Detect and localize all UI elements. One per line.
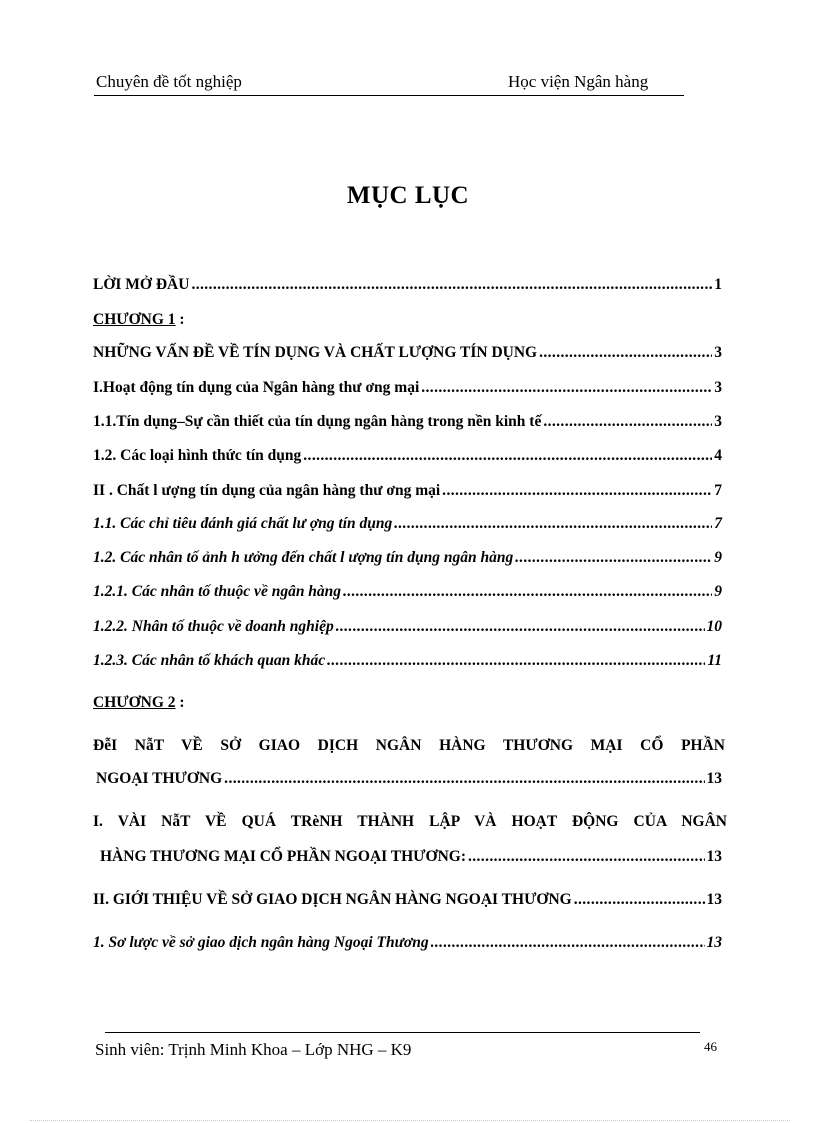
dot-leader — [442, 482, 712, 500]
toc-entry-label: 1.2.3. Các nhân tố khách quan khác — [93, 652, 326, 669]
dot-leader — [191, 276, 712, 294]
header-right: Học viện Ngân hàng — [508, 72, 649, 91]
toc-entry-loi-mo-dau[interactable] — [93, 276, 722, 294]
dot-leader — [431, 934, 705, 952]
chapter-2-heading[interactable] — [93, 694, 185, 712]
page-edge-divider — [30, 1120, 790, 1121]
dot-leader — [543, 413, 712, 431]
toc-entry-section-I[interactable] — [93, 379, 722, 397]
toc-entry-label: II . Chất l ượng tín dụng của ngân hàng thư ơng mại — [93, 482, 441, 499]
toc-entry-chapter-1-title[interactable] — [93, 344, 722, 362]
toc-entry-label: 1.1.Tín dụng–Sự cần thiết của tín dụng ngân hàng trong nền kinh tế — [93, 413, 542, 430]
toc-entry-chapter-2-title[interactable] — [96, 770, 722, 788]
toc-entry-label: NGOẠI THƯƠNG — [96, 770, 223, 787]
chapter-2-label: CHƯƠNG 2 — [93, 694, 176, 711]
toc-entry-page: 10 — [706, 618, 722, 635]
toc-entry-chapter-2-section-II[interactable] — [93, 891, 722, 909]
toc-entry-section-II[interactable] — [93, 482, 722, 500]
toc-entry-page: 7 — [714, 482, 722, 499]
chapter-2-title-line-1[interactable]: ĐễI NẫT VỀ SỞ GIAO DỊCH NGÂN HÀNG THƯƠNG MẠI CỔ PHẦN — [93, 737, 725, 754]
footer-rule — [105, 1032, 700, 1033]
dot-leader — [343, 583, 712, 601]
toc-entry-label: I.Hoạt động tín dụng của Ngân hàng thư ơng mại — [93, 379, 420, 396]
toc-entry-page: 13 — [706, 934, 722, 951]
toc-entry-label: NHỮNG VẤN ĐỀ VỀ TÍN DỤNG VÀ CHẤT LƯỢNG TÍN DỤNG — [93, 344, 538, 361]
toc-entry-page: 3 — [714, 344, 722, 361]
toc-entry-II-1-2[interactable] — [93, 549, 722, 567]
toc-entry-page: 13 — [706, 891, 722, 908]
chapter-2-colon: : — [175, 694, 185, 711]
chapter-1-label: CHƯƠNG 1 — [93, 311, 176, 328]
footer-student: Sinh viên: Trịnh Minh Khoa – Lớp NHG – K9 — [95, 1040, 412, 1059]
dot-leader — [574, 891, 705, 909]
toc-entry-1-2[interactable] — [93, 447, 722, 465]
chapter-1-heading[interactable] — [93, 311, 185, 329]
toc-entry-page: 3 — [714, 379, 722, 396]
toc-entry-page: 13 — [706, 770, 722, 787]
dot-leader — [327, 652, 705, 670]
dot-leader — [468, 848, 705, 866]
toc-entry-page: 1 — [714, 276, 722, 293]
chapter-1-colon: : — [175, 311, 185, 328]
toc-entry-label: 1.2. Các loại hình thức tín dụng — [93, 447, 302, 464]
page-title: MỤC LỤC — [346, 182, 470, 209]
toc-entry-page: 7 — [714, 515, 722, 532]
toc-entry-label: 1.2. Các nhân tố ảnh h ưởng đến chất l ượng tín dụng ngân hàng — [93, 549, 514, 566]
toc-entry-page: 11 — [707, 652, 722, 669]
toc-entry-1-2-3[interactable] — [93, 652, 722, 670]
toc-entry-label: 1.2.2. Nhân tố thuộc về doanh nghiệp — [93, 618, 334, 635]
dot-leader — [224, 770, 704, 788]
toc-entry-label: II. GIỚI THIỆU VỀ SỞ GIAO DỊCH NGÂN HÀNG NGOẠI THƯƠNG — [93, 891, 572, 908]
dot-leader — [539, 344, 712, 362]
toc-entry-chapter-2-section-I[interactable] — [100, 848, 722, 866]
toc-entry-page: 9 — [714, 549, 722, 566]
toc-entry-chapter-2-1[interactable] — [93, 934, 722, 952]
toc-entry-label: LỜI MỞ ĐẦU — [93, 276, 190, 293]
dot-leader — [336, 618, 705, 636]
toc-entry-page: 9 — [714, 583, 722, 600]
dot-leader — [421, 379, 712, 397]
dot-leader — [303, 447, 712, 465]
toc-entry-page: 13 — [706, 848, 722, 865]
toc-entry-page: 4 — [714, 447, 722, 464]
chapter-2-section-I-line-1[interactable]: I. VÀI NẫT VỀ QUÁ TRèNH THÀNH LẬP VÀ HOẠT ĐỘNG CỦA NGÂN — [93, 813, 727, 830]
toc-entry-1-2-2[interactable] — [93, 618, 722, 636]
toc-entry-label: 1.1. Các chỉ tiêu đánh giá chất lư ợng tín dụng — [93, 515, 393, 532]
header-left: Chuyên đề tốt nghiệp — [96, 72, 242, 91]
toc-entry-1-1[interactable] — [93, 413, 722, 431]
dot-leader — [394, 515, 712, 533]
toc-entry-page: 3 — [714, 413, 722, 430]
page-number: 46 — [704, 1039, 717, 1054]
toc-entry-label: 1.2.1. Các nhân tố thuộc về ngân hàng — [93, 583, 342, 600]
toc-entry-1-2-1[interactable] — [93, 583, 722, 601]
toc-entry-label: HÀNG THƯƠNG MẠI CỔ PHẦN NGOẠI THƯƠNG: — [100, 848, 466, 865]
toc-entry-II-1-1[interactable] — [93, 515, 722, 533]
header-rule — [94, 95, 684, 96]
toc-entry-label: 1. Sơ lược về sở giao dịch ngân hàng Ngoại Thương — [93, 934, 429, 951]
dot-leader — [515, 549, 712, 567]
